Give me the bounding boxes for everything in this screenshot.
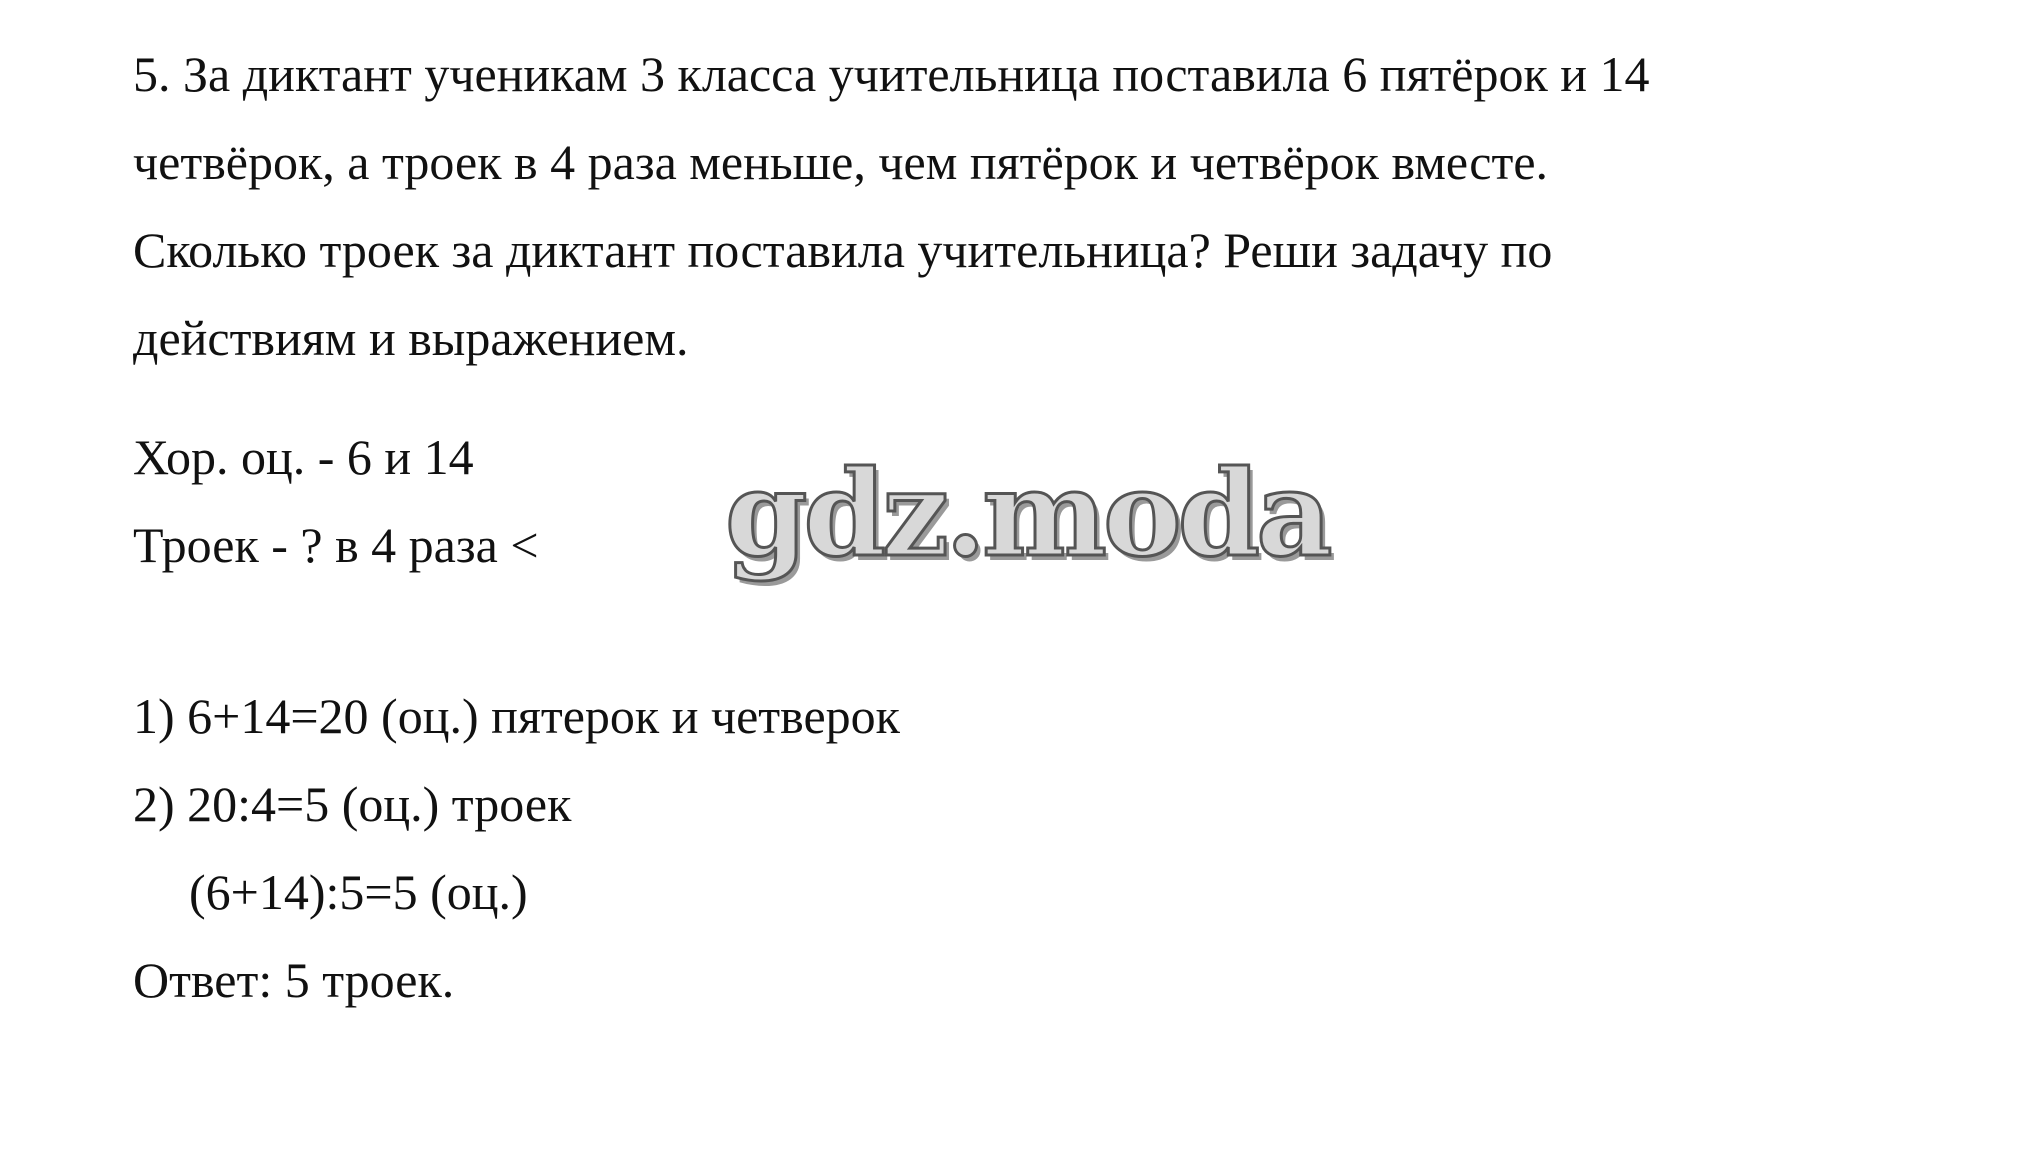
condition-line: Хор. оц. - 6 и 14 <box>133 429 474 485</box>
task-statement <box>133 30 1973 382</box>
condition-line: Троек - ? в 4 раза < <box>133 517 539 573</box>
task-line: четвёрок, а троек в 4 раза меньше, чем пятёрок и четвёрок вместе. <box>133 134 1549 190</box>
task-line: действиям и выражением. <box>133 310 689 366</box>
solution <box>133 672 900 1024</box>
task-line: 5. За диктант ученикам 3 класса учительница поставила 6 пятёрок и 14 <box>133 46 1650 102</box>
solution-step: 1) 6+14=20 (оц.) пятерок и четверок <box>133 688 900 744</box>
task-line: Сколько троек за диктант поставила учительница? Реши задачу по <box>133 222 1553 278</box>
short-condition <box>133 413 539 589</box>
solution-step: 2) 20:4=5 (оц.) троек <box>133 776 572 832</box>
watermark-logo: gdz.moda <box>725 444 1329 583</box>
solution-answer: Ответ: 5 троек. <box>133 952 455 1008</box>
solution-expression: (6+14):5=5 (оц.) <box>189 864 528 920</box>
